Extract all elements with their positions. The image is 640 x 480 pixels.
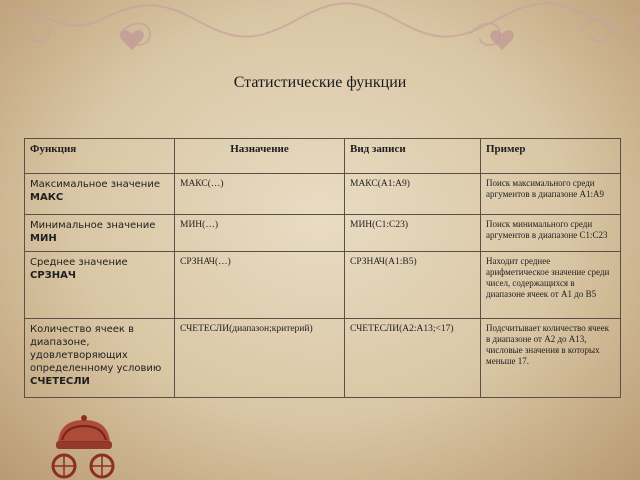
function-name: СЧЕТЕСЛИ — [30, 376, 90, 387]
slide-title: Статистические функции — [233, 74, 407, 91]
carriage-illustration — [40, 412, 126, 480]
function-name: СРЗНАЧ — [30, 270, 76, 281]
syntax-cell: МАКС(А1:А9) — [345, 174, 481, 215]
function-description: Минимальное значение — [30, 220, 156, 231]
example-cell: Поиск минимального среди аргументов в диапазоне С1:С23 — [481, 215, 621, 252]
table-header-row — [25, 139, 621, 174]
table-row — [25, 174, 621, 215]
function-cell — [25, 174, 175, 215]
function-description: Количество ячеек в диапазоне, удовлетворяющих определенному условию — [30, 324, 162, 374]
syntax-cell: СЧЕТЕСЛИ(А2:А13;<17) — [345, 319, 481, 398]
function-description: Максимальное значение — [30, 179, 160, 190]
purpose-cell: МАКС(…) — [175, 174, 345, 215]
function-cell — [25, 319, 175, 398]
table-row — [25, 319, 621, 398]
header-purpose: Назначение — [175, 139, 345, 174]
function-cell — [25, 215, 175, 252]
function-cell — [25, 252, 175, 319]
syntax-cell: СРЗНАЧ(А1:В5) — [345, 252, 481, 319]
header-example: Пример — [481, 139, 621, 174]
purpose-cell: СРЗНАЧ(…) — [175, 252, 345, 319]
purpose-cell: СЧЕТЕСЛИ(диапазон;критерий) — [175, 319, 345, 398]
syntax-cell: МИН(С1:С23) — [345, 215, 481, 252]
table-row — [25, 252, 621, 319]
table-row — [25, 215, 621, 252]
header-syntax: Вид записи — [345, 139, 481, 174]
header-function: Функция — [25, 139, 175, 174]
statistical-functions-table — [24, 138, 621, 398]
function-name: МИН — [30, 233, 57, 244]
function-description: Среднее значение — [30, 257, 128, 268]
function-name: МАКС — [30, 192, 64, 203]
example-cell: Поиск максимального среди аргументов в диапазоне А1:А9 — [481, 174, 621, 215]
example-cell: Находит среднее арифметическое значение среди чисел, содержащихся в диапазоне ячеек от А1 до В5 — [481, 252, 621, 319]
purpose-cell: МИН(…) — [175, 215, 345, 252]
example-cell: Подсчитывает количество ячеек в диапазоне от А2 до А13, числовые значения в которых меньше 17. — [481, 319, 621, 398]
